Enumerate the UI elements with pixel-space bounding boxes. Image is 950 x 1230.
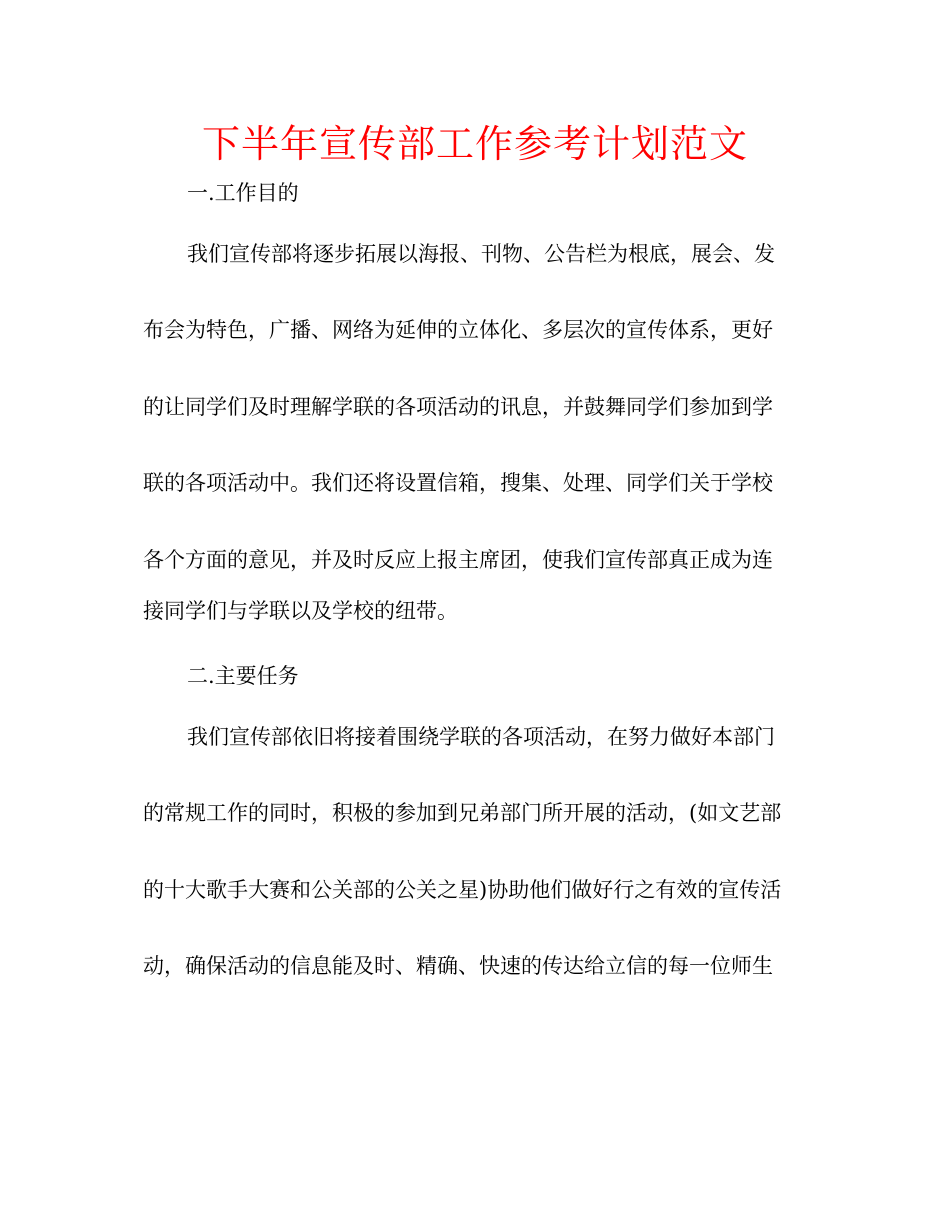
paragraph-line: 各个方面的意见，并及时反应上报主席团，使我们宣传部真正成为连 (143, 548, 773, 572)
paragraph-line: 的常规工作的同时，积极的参加到兄弟部门所开展的活动，(如文艺部 (143, 801, 782, 825)
paragraph-line: 我们宣传部将逐步拓展以海报、刊物、公告栏为根底，展会、发 (187, 242, 775, 266)
paragraph-line: 布会为特色，广播、网络为延伸的立体化、多层次的宣传体系，更好 (143, 318, 773, 342)
paragraph-line: 的让同学们及时理解学联的各项活动的讯息，并鼓舞同学们参加到学 (143, 395, 773, 419)
paragraph-work-purpose (143, 239, 813, 629)
section-heading-work-purpose: 一.工作目的 (187, 181, 299, 205)
section-heading-main-tasks: 二.主要任务 (187, 664, 299, 688)
paragraph-line: 我们宣传部依旧将接着围绕学联的各项活动，在努力做好本部门 (187, 725, 775, 749)
paragraph-line: 接同学们与学联以及学校的纽带。 (143, 599, 458, 623)
paragraph-line: 的十大歌手大赛和公关部的公关之星)协助他们做好行之有效的宣传活 (143, 878, 782, 902)
document-title: 下半年宣传部工作参考计划范文 (201, 122, 748, 166)
paragraph-line: 联的各项活动中。我们还将设置信箱，搜集、处理、同学们关于学校 (143, 471, 773, 495)
paragraph-main-tasks (143, 722, 813, 982)
paragraph-line: 动，确保活动的信息能及时、精确、快速的传达给立信的每一位师生 (143, 954, 773, 978)
